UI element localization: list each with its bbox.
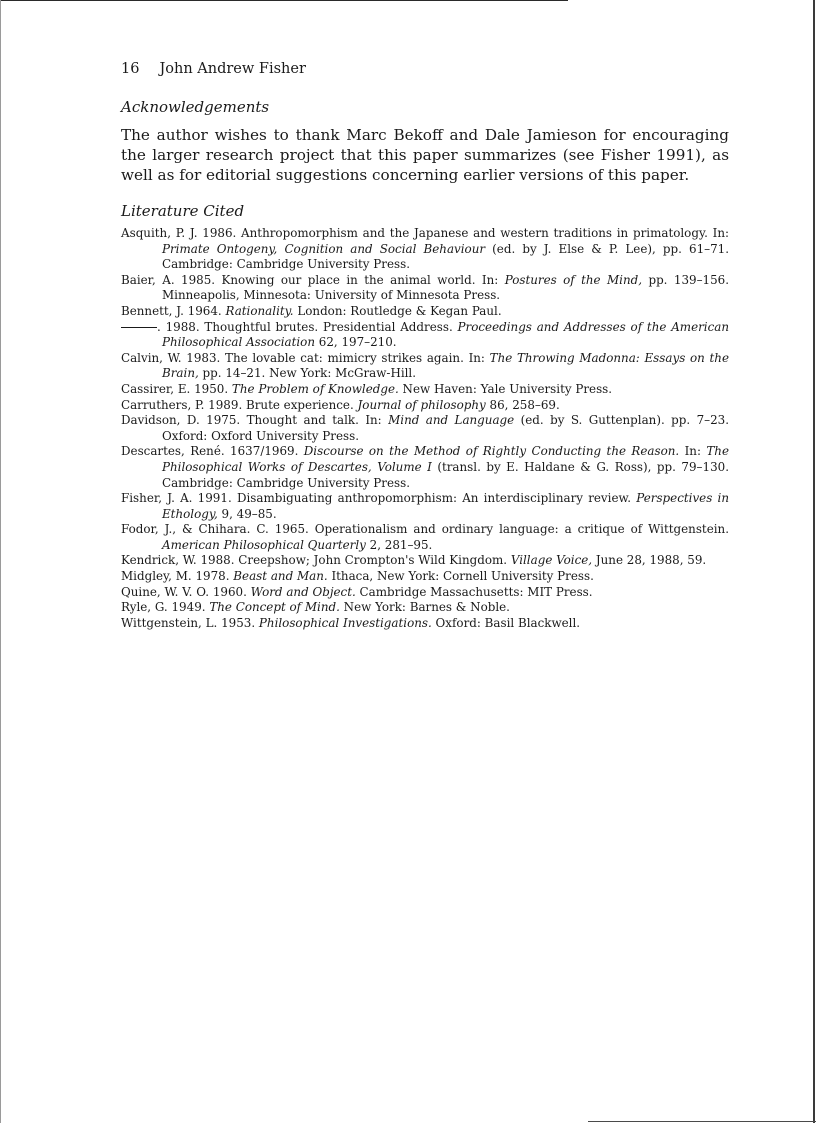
reference-wittgenstein-1953: Wittgenstein, L. 1953. Philosophical Investigations. Oxford: Basil Blackwell.	[121, 615, 581, 630]
reference-ryle-1949: Ryle, G. 1949. The Concept of Mind. New York: Barnes & Noble.	[121, 600, 510, 615]
running-head	[121, 60, 306, 78]
reference-bennett-1964: Bennett, J. 1964. Rationality. London: Routledge & Kegan Paul.	[121, 303, 502, 318]
reference-davidson-1975: Davidson, D. 1975. Thought and talk. In: Mind and Language (ed. by S. Guttenplan). pp. 7–23. Oxford: Oxford University Press.	[121, 413, 729, 443]
reference-fodor-1965: Fodor, J., & Chihara. C. 1965. Operationalism and ordinary language: a critique of Wittgenstein. American Philosophical Quarterly 2, 281–95.	[121, 522, 729, 552]
page-number: 16	[121, 61, 140, 77]
reference-asquith-1986: Asquith, P. J. 1986. Anthropomorphism and the Japanese and western traditions in primatology. In: Primate Ontogeny, Cognition and Social Behaviour (ed. by J. Else & P. Lee), pp. 61–71. Cambridge: Cambridge University Press.	[121, 226, 729, 272]
reference-cassirer-1950: Cassirer, E. 1950. The Problem of Knowledge. New Haven: Yale University Press.	[121, 381, 613, 396]
reference-kendrick-1988: Kendrick, W. 1988. Creepshow; John Crompton's Wild Kingdom. Village Voice, June 28, 1988, 59.	[121, 553, 707, 568]
scan-edge-bottom	[588, 1121, 816, 1122]
acknowledgements-heading: Acknowledgements	[121, 98, 270, 116]
scan-edge-right	[813, 0, 815, 1123]
acknowledgements-text: The author wishes to thank Marc Bekoff and Dale Jamieson for encouraging the larger research project that this paper summarizes (see Fisher 1991), as well as for editorial suggestions concerning earlier versions of this paper.	[121, 126, 729, 184]
running-head-author: John Andrew Fisher	[159, 61, 306, 77]
reference-calvin-1983: Calvin, W. 1983. The lovable cat: mimicry strikes again. In: The Throwing Madonna: Essays on the Brain, pp. 14–21. New York: McGraw-Hill.	[121, 350, 729, 381]
reference-fisher-1991: Fisher, J. A. 1991. Disambiguating anthropomorphism: An interdisciplinary review. Perspectives in Ethology, 9, 49–85.	[121, 491, 729, 521]
reference-baier-1985: Baier, A. 1985. Knowing our place in the animal world. In: Postures of the Mind, pp. 139–156. Minneapolis, Minnesota: University of Minnesota Press.	[121, 272, 729, 303]
reference-list	[121, 226, 729, 631]
scan-edge-top	[0, 0, 568, 1]
scan-edge-left	[0, 0, 1, 1123]
reference-descartes-1637: Descartes, René. 1637/1969. Discourse on the Method of Rightly Conducting the Reason. In: The Philosophical Works of Descartes, Volume I (transl. by E. Haldane & G. Ross), pp. 79–130. Cambridge: Cambridge University Press.	[121, 444, 729, 490]
reference-carruthers-1989: Carruthers, P. 1989. Brute experience. Journal of philosophy 86, 258–69.	[121, 397, 560, 412]
reference-bennett-1988: . 1988. Thoughtful brutes. Presidential Address. Proceedings and Addresses of the American Philosophical Association 62, 197–210.	[121, 320, 729, 351]
reference-quine-1960: Quine, W. V. O. 1960. Word and Object. Cambridge Massachusetts: MIT Press.	[121, 584, 593, 599]
same-author-dash	[121, 327, 157, 328]
reference-midgley-1978: Midgley, M. 1978. Beast and Man. Ithaca, New York: Cornell University Press.	[121, 569, 594, 584]
literature-cited-heading: Literature Cited	[121, 202, 245, 220]
